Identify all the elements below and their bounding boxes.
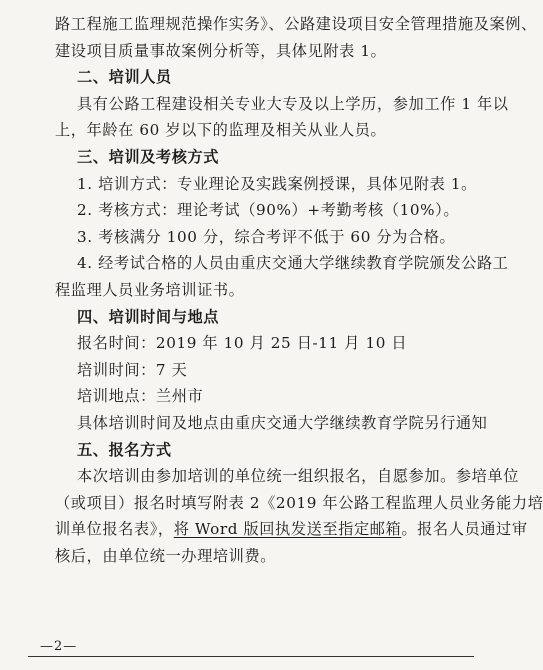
section-5-line-2: （或项目）报名时填写附表 2《2019 年公路工程监理人员业务能力培: [55, 493, 543, 512]
section-3-item-4-line-2: 程监理人员业务培训证书。: [55, 281, 245, 299]
page-number: —2—: [40, 639, 78, 654]
section-2-line-1: 具有公路工程建设相关专业大专及以上学历，参加工作 1 年以: [77, 94, 509, 113]
intro-line-1: 路工程施工监理规范操作实务》、公路建设项目安全管理措施及案例、: [55, 15, 537, 33]
section-3-item-4-line-1: 4. 经考试合格的人员由重庆交通大学继续教育学院颁发公路工: [77, 254, 509, 273]
intro-line-2: 建设项目质量事故案例分析等，具体见附表 1。: [55, 41, 387, 60]
email-instruction-underlined: 将 Word 版回执发送至指定邮箱: [173, 520, 402, 539]
training-note: 具体培训时间及地点由重庆交通大学继续教育学院另行通知: [77, 414, 488, 432]
section-5-line-4: 核后，由单位统一办理培训费。: [55, 547, 277, 565]
section-2-line-2: 上，年龄在 60 岁以下的监理及相关从业人员。: [55, 121, 387, 140]
section-3-item-1: 1. 培训方式：专业理论及实践案例授课，具体见附表 1。: [77, 174, 477, 193]
signup-time: 报名时间：2019 年 10 月 25 日-11 月 10 日: [77, 334, 408, 353]
section-5-line-1: 本次培训由参加培训的单位统一组织报名，自愿参加。参培单位: [77, 467, 520, 486]
training-location: 培训地点：兰州市: [77, 387, 204, 406]
section-2-heading: 二、培训人员: [77, 68, 172, 87]
section-4-heading: 四、培训时间与地点: [77, 307, 220, 326]
section-5-line-3-end: 。报名人员通过审: [401, 520, 528, 539]
section-3-heading: 三、培训及考核方式: [77, 148, 220, 166]
footer-divider: [28, 656, 474, 657]
section-5-line-3-start: 训单位报名表》，: [55, 520, 174, 539]
section-5-heading: 五、报名方式: [77, 440, 172, 459]
section-3-item-2: 2. 考核方式：理论考试（90%）+考勤考核（10%）。: [77, 201, 460, 220]
training-duration: 培训时间：7 天: [77, 360, 188, 379]
section-3-item-3: 3. 考核满分 100 分，综合考评不低于 60 分为合格。: [77, 227, 456, 246]
section-5-line-3: [55, 519, 528, 539]
